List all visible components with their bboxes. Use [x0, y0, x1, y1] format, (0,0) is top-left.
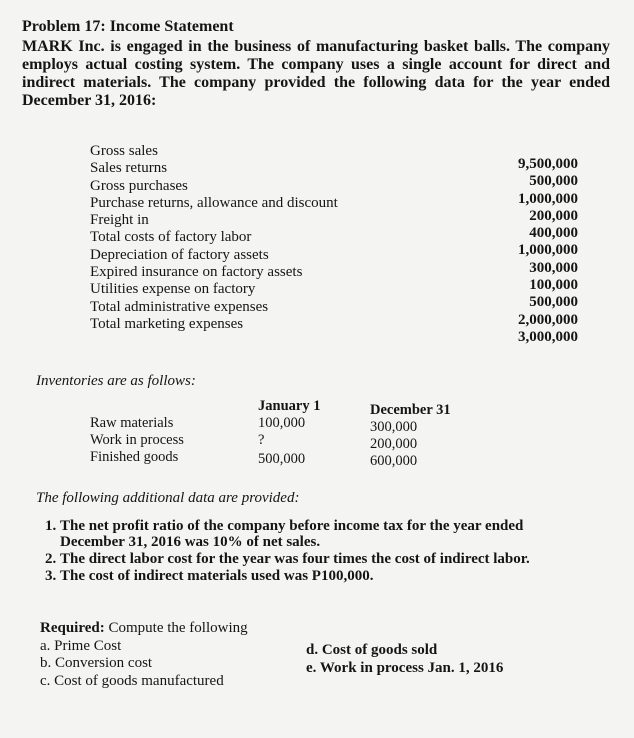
dec-value: 300,000: [370, 419, 418, 435]
item-label: Total marketing expenses: [90, 315, 244, 332]
item-value: 200,000: [529, 207, 578, 224]
item-value: 100,000: [529, 277, 578, 294]
data-values: [460, 156, 578, 346]
item-label: Freight in: [90, 212, 149, 229]
additional-item: 2. The direct labor cost for the year was four times the cost of indirect labor.: [60, 551, 585, 567]
item-value: 3,000,000: [518, 328, 578, 345]
required-item: e. Work in process Jan. 1, 2016: [306, 659, 504, 676]
item-label: Sales returns: [90, 160, 168, 177]
required-label: Required:: [40, 620, 105, 636]
item-label: Depreciation of factory assets: [90, 246, 269, 263]
item-value: 9,500,000: [518, 156, 578, 172]
additional-heading: The following additional data are provided:: [36, 490, 300, 506]
required-item: c. Cost of goods manufactured: [40, 672, 224, 689]
item-value: 500,000: [529, 173, 578, 190]
problem-title: Problem 17: Income Statement: [22, 18, 234, 35]
item-label: Gross sales: [90, 143, 158, 159]
inventory-label: Work in process: [90, 432, 184, 448]
required-text: Compute the following: [108, 620, 248, 636]
header-january: January 1: [258, 398, 321, 414]
additional-item: 1. The net profit ratio of the company before income tax for the year ended December 31, 2016 was 10% of net sales.: [60, 518, 585, 550]
jan-value: 100,000: [258, 415, 306, 431]
item-label: Utilities expense on factory: [90, 281, 256, 298]
dec-value: 600,000: [370, 453, 418, 469]
item-label: Total administrative expenses: [90, 298, 269, 315]
required-right: [306, 642, 503, 677]
required-item: b. Conversion cost: [40, 655, 153, 671]
item-value: 1,000,000: [518, 190, 578, 207]
inventories-heading: Inventories are as follows:: [36, 373, 196, 389]
additional-item: 3. The cost of indirect materials used was P100,000.: [60, 568, 585, 584]
item-label: Total costs of factory labor: [90, 229, 252, 246]
item-value: 1,000,000: [518, 242, 578, 259]
item-value: 2,000,000: [518, 311, 578, 328]
item-value: 500,000: [529, 294, 578, 311]
inventory-label: Finished goods: [90, 449, 179, 465]
required-item: a. Prime Cost: [40, 637, 122, 654]
additional-list: [40, 518, 585, 585]
jan-value: ?: [258, 432, 265, 448]
required-section: [40, 620, 248, 690]
item-value: 300,000: [529, 259, 578, 276]
inventory-label: Raw materials: [90, 415, 174, 431]
jan-value: 500,000: [258, 451, 306, 467]
item-label: Gross purchases: [90, 177, 188, 194]
required-item: d. Cost of goods sold: [306, 642, 438, 658]
header-december: December 31: [370, 402, 451, 418]
item-value: 400,000: [529, 225, 578, 242]
intro-paragraph: MARK Inc. is engaged in the business of manufacturing basket balls. The company employs actual costing system. The company uses a single account for direct and indirect materials. The company provided the following data for the year ended December 31, 2016:: [22, 38, 610, 109]
item-label: Purchase returns, allowance and discount: [90, 194, 338, 211]
item-label: Expired insurance on factory assets: [90, 264, 303, 281]
dec-value: 200,000: [370, 436, 418, 452]
